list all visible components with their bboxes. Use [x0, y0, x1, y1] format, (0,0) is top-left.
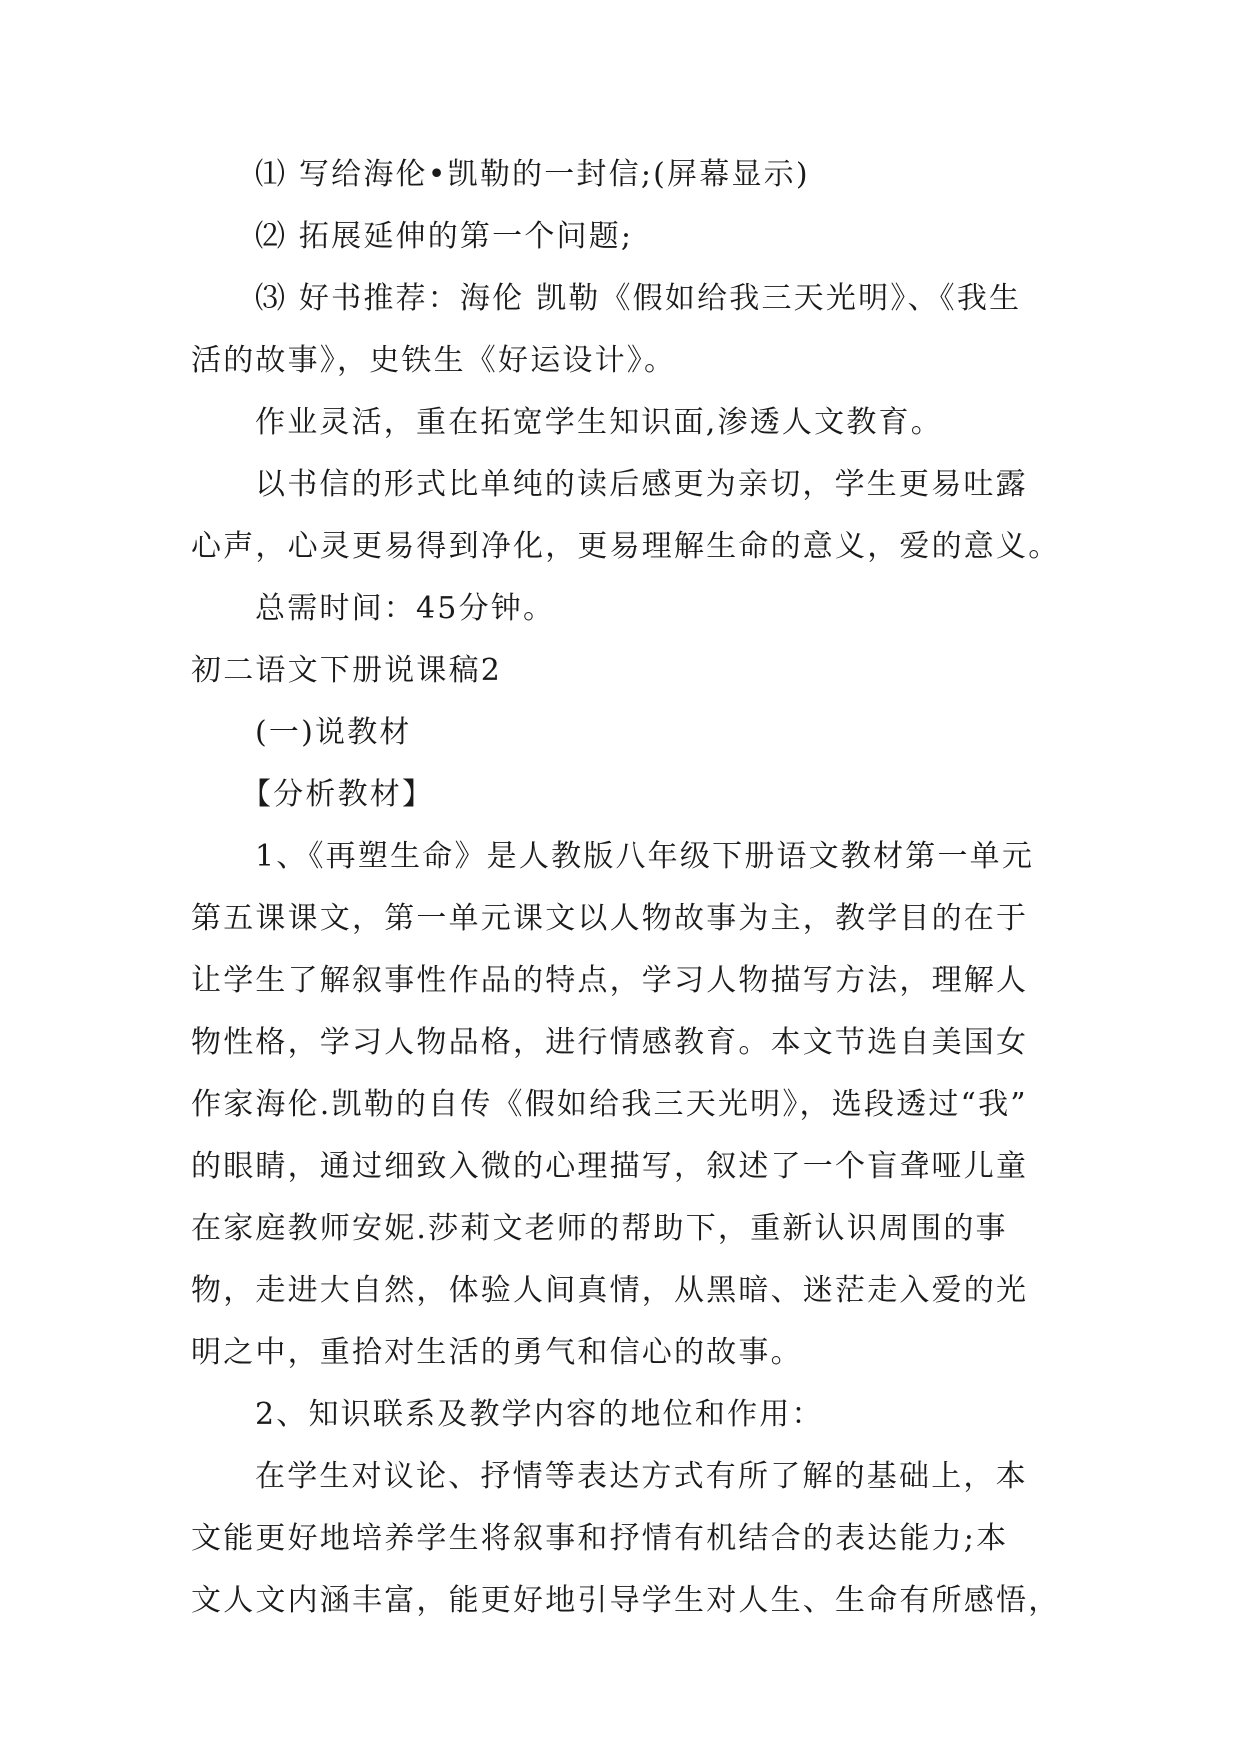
- text-line: 物，走进大自然，体验人间真情，从黑暗、迷茫走入爱的光: [191, 1273, 1029, 1308]
- subheading-textbook: [191, 713, 1051, 753]
- text-line: ⑶ 好书推荐：海伦 凯勒《假如给我三天光明》、《我生: [255, 281, 1022, 316]
- document-body: [191, 155, 1061, 1643]
- text-line: 在家庭教师安妮.莎莉文老师的帮助下，重新认识周围的事: [191, 1211, 1008, 1246]
- text-line: 活的故事》，史铁生《好运设计》。: [191, 343, 677, 378]
- paragraph-knowledge-links: [191, 1395, 1051, 1435]
- text-line: 让学生了解叙事性作品的特点，学习人物描写方法，理解人: [191, 963, 1029, 998]
- text-line: ⑴ 写给海伦•凯勒的一封信;(屏幕显示): [255, 157, 810, 192]
- text-line: 作家海伦.凯勒的自传《假如给我三天光明》，选段透过“我”: [191, 1087, 1028, 1122]
- text-line: (一)说教材: [255, 715, 412, 750]
- paragraph-expression: [191, 1457, 1061, 1621]
- subheading-analysis: [191, 775, 1051, 815]
- paragraph-homework: [191, 403, 1051, 443]
- text-line: 文人文内涵丰富，能更好地引导学生对人生、生命有所感悟，: [191, 1583, 1061, 1618]
- paragraph-textbook-analysis: [191, 837, 1051, 1373]
- text-line: 文能更好地培养学生将叙事和抒情有机结合的表达能力;本: [191, 1521, 1009, 1556]
- text-line: 1、《再塑生命》是人教版八年级下册语文教材第一单元: [255, 839, 1035, 874]
- section-title-text: 初二语文下册说课稿2: [191, 653, 503, 688]
- text-line: 2、知识联系及教学内容的地位和作用：: [255, 1397, 824, 1432]
- text-line: 的眼睛，通过细致入微的心理描写，叙述了一个盲聋哑儿童: [191, 1149, 1029, 1184]
- text-line: 【分析教材】: [241, 777, 435, 812]
- text-line: 总需时间：45分钟。: [255, 591, 556, 626]
- list-item-letter: [191, 155, 1051, 195]
- text-line: 明之中，重拾对生活的勇气和信心的故事。: [191, 1335, 803, 1370]
- text-line: 在学生对议论、抒情等表达方式有所了解的基础上，本: [255, 1459, 1028, 1494]
- text-line: 心声，心灵更易得到净化，更易理解生命的意义，爱的意义。: [191, 529, 1061, 564]
- text-line: 以书信的形式比单纯的读后感更为亲切，学生更易吐露: [255, 467, 1028, 502]
- section-title: [191, 651, 1051, 691]
- paragraph-letter-form: [191, 465, 1061, 567]
- paragraph-total-time: [191, 589, 1051, 629]
- text-line: ⑵ 拓展延伸的第一个问题;: [255, 219, 634, 254]
- text-line: 作业灵活，重在拓宽学生知识面,渗透人文教育。: [255, 405, 943, 440]
- text-line: 物性格，学习人物品格，进行情感教育。本文节选自美国女: [191, 1025, 1029, 1060]
- text-line: 第五课课文，第一单元课文以人物故事为主，教学目的在于: [191, 901, 1029, 936]
- list-item-extension-question: [191, 217, 1051, 257]
- list-item-book-recommendation: [191, 279, 1051, 381]
